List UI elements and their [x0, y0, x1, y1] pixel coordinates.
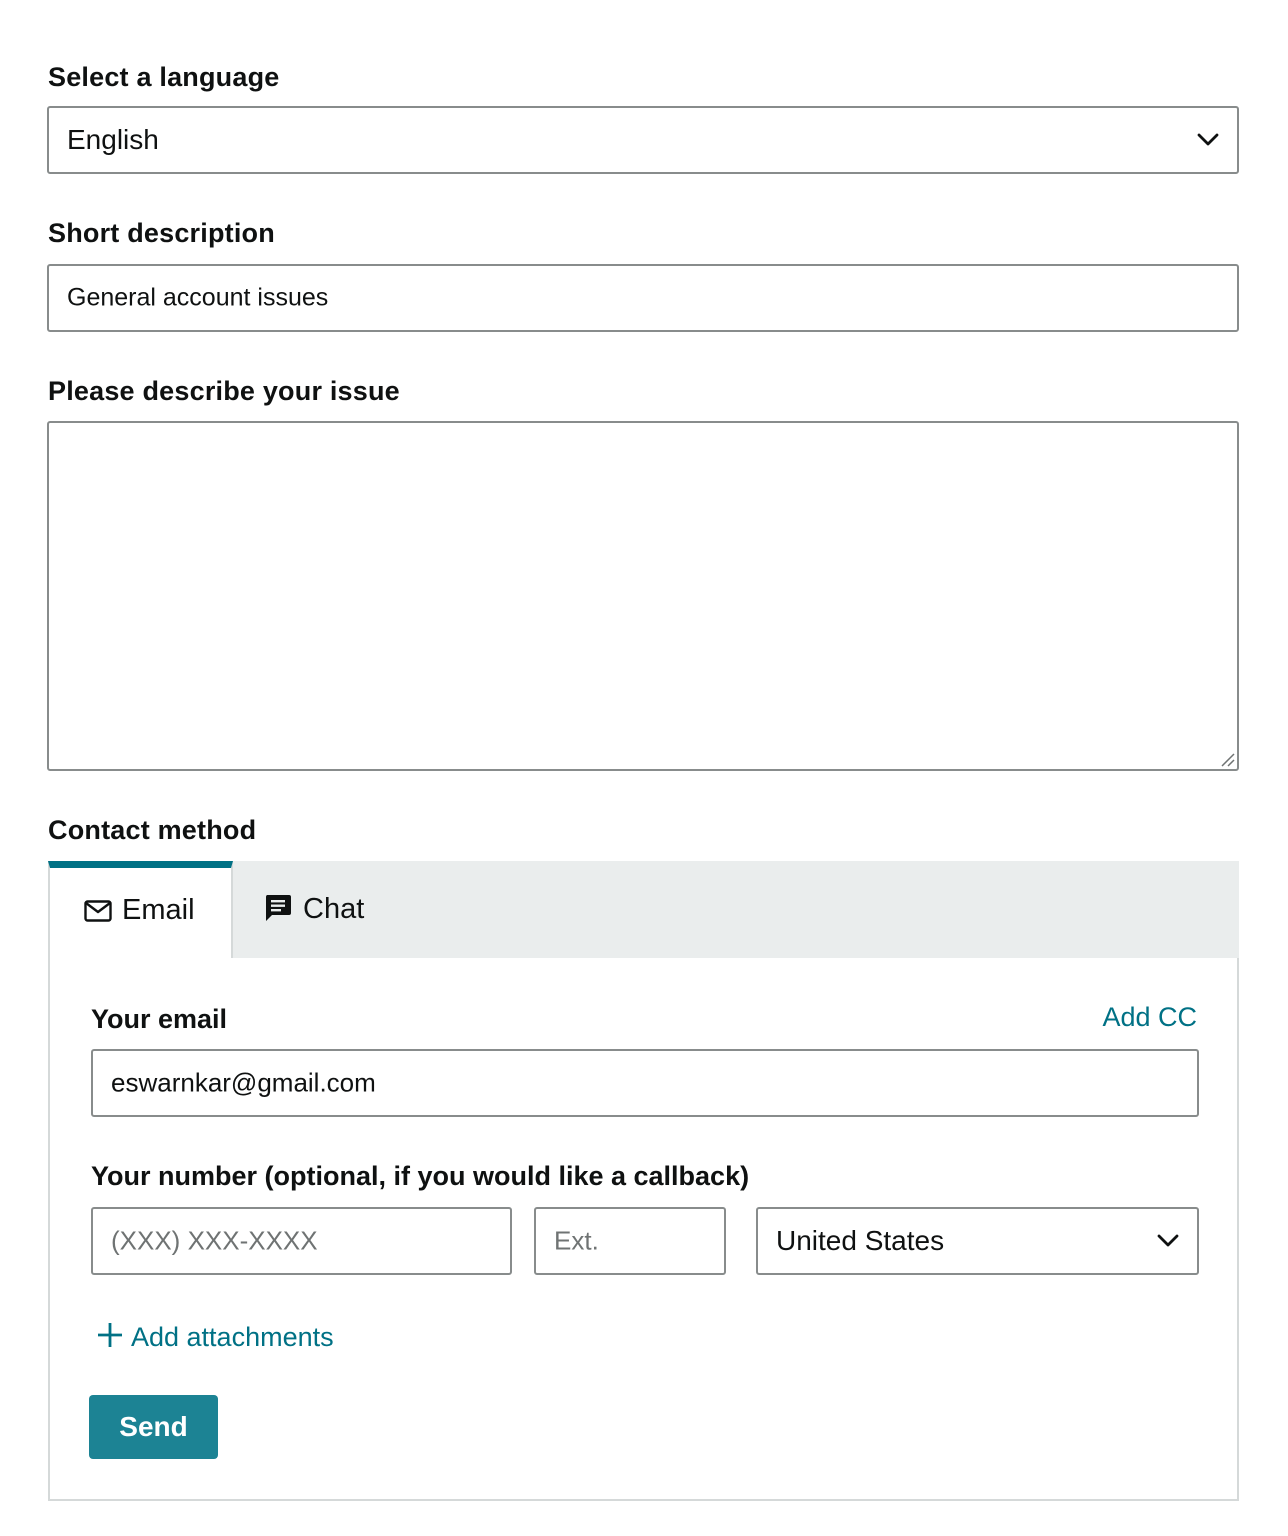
your-number-label: Your number (optional, if you would like a callback): [91, 1161, 750, 1191]
tab-email-label: Email: [122, 894, 195, 926]
extension-input[interactable]: [534, 1207, 726, 1275]
resize-handle-icon[interactable]: [1219, 751, 1235, 767]
chevron-down-icon: [1197, 133, 1219, 147]
country-selected-value: United States: [776, 1225, 945, 1256]
short-description-value: General account issues: [67, 283, 329, 312]
add-attachments-label: Add attachments: [131, 1322, 334, 1352]
tab-chat[interactable]: [233, 861, 403, 958]
short-description-label: Short description: [48, 218, 275, 248]
tab-email[interactable]: [48, 861, 233, 960]
chat-bubble-icon: [264, 894, 292, 922]
plus-icon: [97, 1322, 123, 1348]
tab-chat-label: Chat: [303, 893, 365, 925]
language-label: Select a language: [48, 62, 280, 92]
mail-icon: [84, 900, 112, 922]
contact-method-label: Contact method: [48, 815, 257, 845]
issue-label: Please describe your issue: [48, 376, 400, 406]
issue-textarea[interactable]: [47, 421, 1239, 771]
country-select[interactable]: [756, 1207, 1199, 1275]
language-select[interactable]: [47, 106, 1239, 174]
chevron-down-icon: [1157, 1234, 1179, 1248]
add-cc-link[interactable]: Add CC: [1102, 1002, 1197, 1032]
your-email-label: Your email: [91, 1004, 228, 1034]
send-button[interactable]: Send: [89, 1395, 218, 1459]
extension-placeholder: Ext.: [554, 1225, 599, 1256]
short-description-input[interactable]: [47, 264, 1239, 332]
language-selected-value: English: [67, 124, 159, 155]
email-value: eswarnkar@gmail.com: [111, 1067, 376, 1098]
contact-method-tabs: [48, 861, 1239, 960]
email-input[interactable]: [91, 1049, 1199, 1117]
phone-input[interactable]: [91, 1207, 512, 1275]
phone-placeholder: (XXX) XXX-XXXX: [111, 1225, 318, 1256]
email-contact-panel: [48, 958, 1239, 1501]
